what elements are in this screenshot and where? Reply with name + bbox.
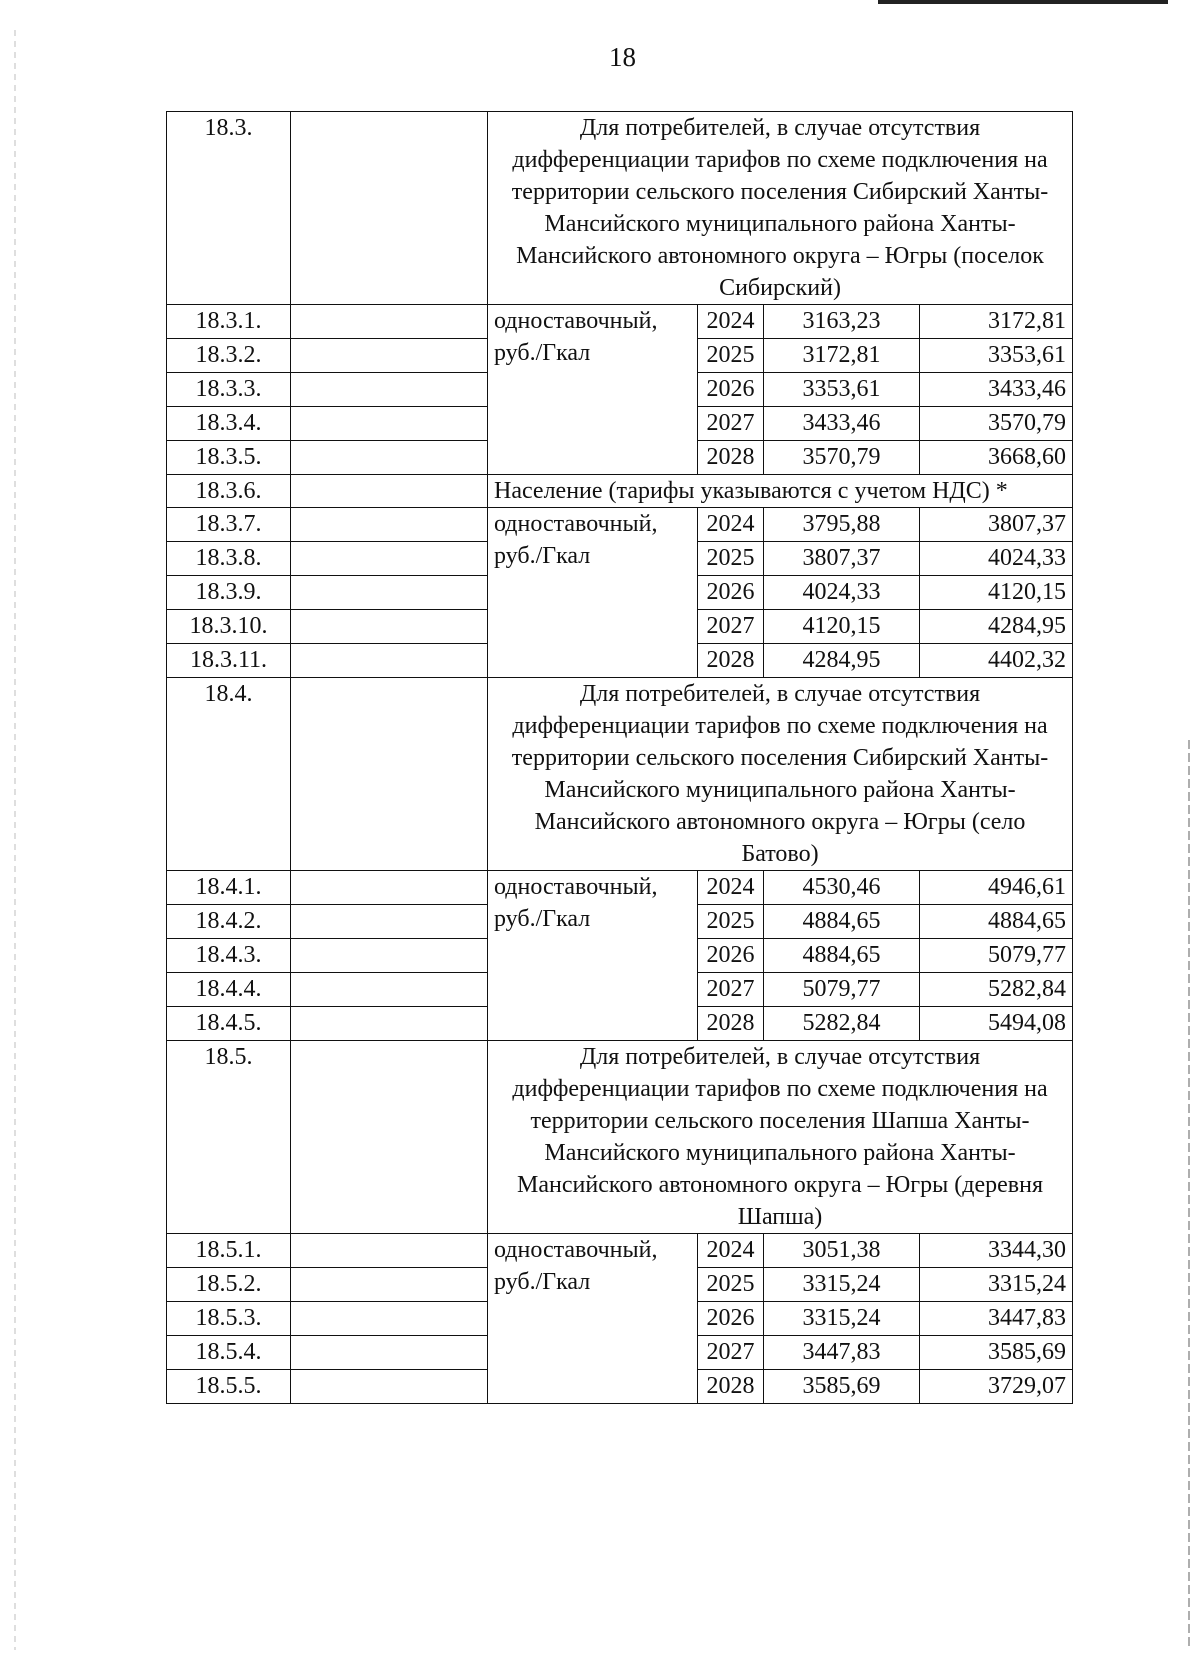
empty-cell <box>291 871 488 905</box>
year-cell: 2026 <box>698 373 764 407</box>
tariff-second-half: 3353,61 <box>920 339 1073 373</box>
year-cell: 2027 <box>698 1336 764 1370</box>
empty-cell <box>291 407 488 441</box>
row-number: 18.3.8. <box>167 542 291 576</box>
rate-type: одноставочный, руб./Гкал <box>488 1234 698 1404</box>
year-cell: 2028 <box>698 644 764 678</box>
section-title: Для потребителей, в случае отсутствия дифференциации тарифов по схеме подключения на территории сельского поселения Шапша Ханты-Мансийского муниципального района Ханты-Мансийского автономного округа – Югры (деревня Шапша) <box>488 1041 1073 1234</box>
tariff-second-half: 3433,46 <box>920 373 1073 407</box>
tariff-first-half: 4884,65 <box>764 905 920 939</box>
row-number: 18.3.2. <box>167 339 291 373</box>
year-cell: 2027 <box>698 407 764 441</box>
empty-cell <box>291 112 488 305</box>
tariff-first-half: 5079,77 <box>764 973 920 1007</box>
row-number: 18.5.1. <box>167 1234 291 1268</box>
row-number: 18.4.2. <box>167 905 291 939</box>
tariff-first-half: 4024,33 <box>764 576 920 610</box>
tariff-second-half: 3668,60 <box>920 441 1073 475</box>
year-cell: 2024 <box>698 1234 764 1268</box>
empty-cell <box>291 441 488 475</box>
year-cell: 2025 <box>698 339 764 373</box>
tariff-second-half: 3807,37 <box>920 508 1073 542</box>
year-cell: 2028 <box>698 1370 764 1404</box>
section-header-row <box>167 1041 1073 1234</box>
tariff-first-half: 4284,95 <box>764 644 920 678</box>
tariff-first-half: 4884,65 <box>764 939 920 973</box>
table-row <box>167 1234 1073 1268</box>
tariff-first-half: 3585,69 <box>764 1370 920 1404</box>
year-cell: 2028 <box>698 441 764 475</box>
table-row <box>167 508 1073 542</box>
tariff-first-half: 3315,24 <box>764 1302 920 1336</box>
tariff-second-half: 4284,95 <box>920 610 1073 644</box>
year-cell: 2024 <box>698 871 764 905</box>
year-cell: 2025 <box>698 1268 764 1302</box>
tariff-second-half: 4946,61 <box>920 871 1073 905</box>
empty-cell <box>291 508 488 542</box>
top-rule <box>878 0 1168 4</box>
empty-cell <box>291 542 488 576</box>
row-number: 18.5.3. <box>167 1302 291 1336</box>
tariff-first-half: 3051,38 <box>764 1234 920 1268</box>
table-row <box>167 305 1073 339</box>
section-number: 18.4. <box>167 678 291 871</box>
section-title: Для потребителей, в случае отсутствия дифференциации тарифов по схеме подключения на территории сельского поселения Сибирский Ханты-Мансийского муниципального района Ханты-Мансийского автономного округа – Югры (село Батово) <box>488 678 1073 871</box>
section-header-row <box>167 678 1073 871</box>
year-cell: 2026 <box>698 576 764 610</box>
row-number: 18.3.6. <box>167 475 291 508</box>
tariff-first-half: 3447,83 <box>764 1336 920 1370</box>
tariff-second-half: 5282,84 <box>920 973 1073 1007</box>
row-number: 18.5.2. <box>167 1268 291 1302</box>
row-number: 18.3.9. <box>167 576 291 610</box>
empty-cell <box>291 576 488 610</box>
row-number: 18.4.3. <box>167 939 291 973</box>
tariff-first-half: 3795,88 <box>764 508 920 542</box>
empty-cell <box>291 1302 488 1336</box>
section-title: Для потребителей, в случае отсутствия дифференциации тарифов по схеме подключения на территории сельского поселения Сибирский Ханты-Мансийского муниципального района Ханты-Мансийского автономного округа – Югры (поселок Сибирский) <box>488 112 1073 305</box>
year-cell: 2025 <box>698 542 764 576</box>
year-cell: 2028 <box>698 1007 764 1041</box>
tariff-second-half: 3447,83 <box>920 1302 1073 1336</box>
tariff-first-half: 3163,23 <box>764 305 920 339</box>
section-number: 18.3. <box>167 112 291 305</box>
rate-type: одноставочный, руб./Гкал <box>488 871 698 1041</box>
tariff-first-half: 3353,61 <box>764 373 920 407</box>
tariff-second-half: 5494,08 <box>920 1007 1073 1041</box>
row-number: 18.3.1. <box>167 305 291 339</box>
tariff-second-half: 3172,81 <box>920 305 1073 339</box>
tariff-second-half: 3729,07 <box>920 1370 1073 1404</box>
empty-cell <box>291 1336 488 1370</box>
year-cell: 2024 <box>698 508 764 542</box>
subheader-row <box>167 475 1073 508</box>
empty-cell <box>291 973 488 1007</box>
row-number: 18.5.5. <box>167 1370 291 1404</box>
section-number: 18.5. <box>167 1041 291 1234</box>
tariff-table-body <box>167 112 1073 1404</box>
empty-cell <box>291 1268 488 1302</box>
tariff-first-half: 4530,46 <box>764 871 920 905</box>
row-number: 18.3.5. <box>167 441 291 475</box>
tariff-second-half: 3585,69 <box>920 1336 1073 1370</box>
scan-edge-right <box>1188 740 1190 1650</box>
row-number: 18.4.4. <box>167 973 291 1007</box>
empty-cell <box>291 1234 488 1268</box>
row-number: 18.4.5. <box>167 1007 291 1041</box>
tariff-second-half: 4884,65 <box>920 905 1073 939</box>
empty-cell <box>291 939 488 973</box>
empty-cell <box>291 678 488 871</box>
row-number: 18.3.7. <box>167 508 291 542</box>
tariff-second-half: 5079,77 <box>920 939 1073 973</box>
row-number: 18.3.11. <box>167 644 291 678</box>
empty-cell <box>291 1041 488 1234</box>
row-number: 18.3.4. <box>167 407 291 441</box>
tariff-second-half: 3344,30 <box>920 1234 1073 1268</box>
page-number: 18 <box>609 42 636 72</box>
row-number: 18.3.10. <box>167 610 291 644</box>
tariff-second-half: 3570,79 <box>920 407 1073 441</box>
section-header-row <box>167 112 1073 305</box>
tariff-first-half: 3807,37 <box>764 542 920 576</box>
tariff-second-half: 4402,32 <box>920 644 1073 678</box>
tariff-first-half: 3433,46 <box>764 407 920 441</box>
year-cell: 2026 <box>698 939 764 973</box>
rate-type: одноставочный, руб./Гкал <box>488 508 698 678</box>
year-cell: 2024 <box>698 305 764 339</box>
subheader-text: Население (тарифы указываются с учетом НДС) * <box>488 475 1073 508</box>
empty-cell <box>291 905 488 939</box>
row-number: 18.5.4. <box>167 1336 291 1370</box>
row-number: 18.4.1. <box>167 871 291 905</box>
year-cell: 2027 <box>698 610 764 644</box>
empty-cell <box>291 644 488 678</box>
tariff-second-half: 4120,15 <box>920 576 1073 610</box>
empty-cell <box>291 305 488 339</box>
empty-cell <box>291 373 488 407</box>
tariff-first-half: 3570,79 <box>764 441 920 475</box>
empty-cell <box>291 1007 488 1041</box>
row-number: 18.3.3. <box>167 373 291 407</box>
year-cell: 2026 <box>698 1302 764 1336</box>
tariff-table <box>166 111 1073 1404</box>
tariff-second-half: 4024,33 <box>920 542 1073 576</box>
empty-cell <box>291 1370 488 1404</box>
scan-edge-left <box>14 30 16 1650</box>
rate-type: одноставочный, руб./Гкал <box>488 305 698 475</box>
year-cell: 2027 <box>698 973 764 1007</box>
tariff-second-half: 3315,24 <box>920 1268 1073 1302</box>
tariff-first-half: 5282,84 <box>764 1007 920 1041</box>
empty-cell <box>291 475 488 508</box>
empty-cell <box>291 610 488 644</box>
year-cell: 2025 <box>698 905 764 939</box>
tariff-first-half: 3315,24 <box>764 1268 920 1302</box>
tariff-first-half: 4120,15 <box>764 610 920 644</box>
table-row <box>167 871 1073 905</box>
empty-cell <box>291 339 488 373</box>
tariff-first-half: 3172,81 <box>764 339 920 373</box>
